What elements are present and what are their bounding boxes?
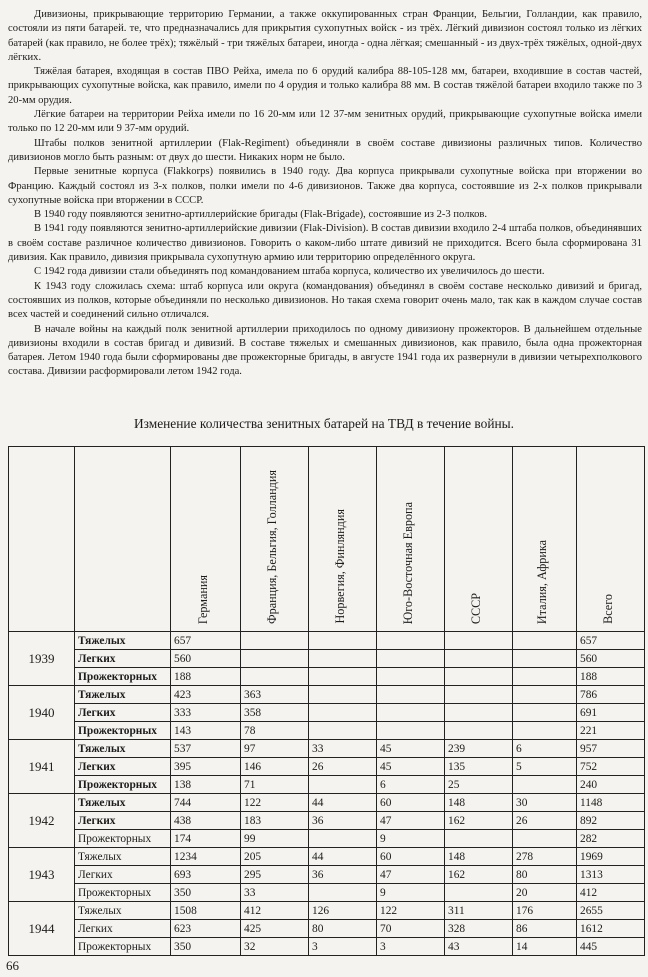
year-cell: 1942 xyxy=(9,794,75,848)
value-cell: 80 xyxy=(309,920,377,938)
value-cell: 26 xyxy=(513,812,577,830)
column-header xyxy=(513,447,577,632)
value-cell xyxy=(445,830,513,848)
value-cell: 32 xyxy=(241,938,309,956)
category-cell: Тяжелых xyxy=(75,848,171,866)
value-cell: 60 xyxy=(377,794,445,812)
value-cell: 26 xyxy=(309,758,377,776)
header-row xyxy=(9,447,645,632)
value-cell xyxy=(513,632,577,650)
category-cell: Тяжелых xyxy=(75,632,171,650)
value-cell: 143 xyxy=(171,722,241,740)
column-header-label: Италия, Африка xyxy=(535,539,549,624)
value-cell: 188 xyxy=(577,668,645,686)
table-row xyxy=(9,704,645,722)
value-cell: 122 xyxy=(377,902,445,920)
value-cell xyxy=(309,632,377,650)
column-header xyxy=(241,447,309,632)
value-cell: 350 xyxy=(171,938,241,956)
column-header xyxy=(377,447,445,632)
year-cell: 1939 xyxy=(9,632,75,686)
category-cell: Тяжелых xyxy=(75,740,171,758)
value-cell xyxy=(309,830,377,848)
value-cell xyxy=(377,686,445,704)
value-cell xyxy=(241,650,309,668)
category-cell: Прожекторных xyxy=(75,830,171,848)
value-cell xyxy=(513,830,577,848)
value-cell xyxy=(513,776,577,794)
value-cell: 239 xyxy=(445,740,513,758)
value-cell: 36 xyxy=(309,866,377,884)
value-cell: 278 xyxy=(513,848,577,866)
category-cell: Прожекторных xyxy=(75,938,171,956)
value-cell: 423 xyxy=(171,686,241,704)
value-cell: 6 xyxy=(513,740,577,758)
value-cell: 1148 xyxy=(577,794,645,812)
value-cell: 657 xyxy=(171,632,241,650)
value-cell: 358 xyxy=(241,704,309,722)
value-cell: 786 xyxy=(577,686,645,704)
value-cell: 892 xyxy=(577,812,645,830)
category-cell: Легких xyxy=(75,812,171,830)
value-cell: 240 xyxy=(577,776,645,794)
value-cell xyxy=(309,686,377,704)
value-cell: 425 xyxy=(241,920,309,938)
value-cell xyxy=(241,632,309,650)
value-cell: 126 xyxy=(309,902,377,920)
value-cell xyxy=(309,668,377,686)
value-cell: 1234 xyxy=(171,848,241,866)
value-cell: 70 xyxy=(377,920,445,938)
value-cell xyxy=(445,668,513,686)
value-cell: 9 xyxy=(377,830,445,848)
value-cell: 693 xyxy=(171,866,241,884)
value-cell: 657 xyxy=(577,632,645,650)
category-cell: Легких xyxy=(75,866,171,884)
value-cell: 122 xyxy=(241,794,309,812)
year-cell: 1941 xyxy=(9,740,75,794)
value-cell: 957 xyxy=(577,740,645,758)
value-cell: 20 xyxy=(513,884,577,902)
column-header xyxy=(577,447,645,632)
value-cell xyxy=(309,704,377,722)
paragraph: Первые зенитные корпуса (Flakkorps) появились в 1940 году. Два корпуса прикрывали сухопутные войска при вторжении во Францию. Каждый состоял из 3-х полков, полки имели по 4-6 дивизионов. Также два корпуса, состоявшие из 2-х полков прикрывали сухопутные войска при вторжении в СССР. xyxy=(8,166,642,206)
table-title: Изменение количества зенитных батарей на ТВД в течение войны. xyxy=(133,416,515,431)
value-cell: 60 xyxy=(377,848,445,866)
value-cell: 363 xyxy=(241,686,309,704)
value-cell: 33 xyxy=(309,740,377,758)
value-cell: 395 xyxy=(171,758,241,776)
table-row xyxy=(9,722,645,740)
value-cell: 36 xyxy=(309,812,377,830)
value-cell: 45 xyxy=(377,740,445,758)
value-cell: 162 xyxy=(445,866,513,884)
column-header xyxy=(309,447,377,632)
value-cell: 560 xyxy=(171,650,241,668)
value-cell: 162 xyxy=(445,812,513,830)
body-text xyxy=(8,8,642,380)
value-cell: 174 xyxy=(171,830,241,848)
paragraph: С 1942 года дивизии стали объединять под командованием штаба корпуса, количество их увеличилось до шести. xyxy=(34,266,545,278)
value-cell: 25 xyxy=(445,776,513,794)
table-row xyxy=(9,938,645,956)
paragraph: В 1941 году появляются зенитно-артиллерийские дивизии (Flak-Division). В состав дивизии входило 2-4 штаба полков, объединявших в своём составе различное количество дивизионов. Говорить о каком-либо штате дивизий не приходится. Всего была сформирована 31 дивизия. Как правило, дивизия прикрывала сухопутную армию или территорию определённого округа. xyxy=(8,223,642,264)
value-cell: 86 xyxy=(513,920,577,938)
value-cell xyxy=(445,722,513,740)
value-cell: 752 xyxy=(577,758,645,776)
value-cell xyxy=(377,704,445,722)
value-cell xyxy=(513,650,577,668)
value-cell: 146 xyxy=(241,758,309,776)
paragraph: Тяжёлая батарея, входящая в состав ПВО Рейха, имела по 6 орудий калибра 88-105-128 мм, батареи, входившие в состав частей, прикрывающих сухопутные войска, как правило, имели по 4 орудия и только калибра 88 мм. В состав тяжёлой батареи входило также по 3 20-мм орудия. xyxy=(8,66,642,106)
table-row xyxy=(9,650,645,668)
value-cell xyxy=(445,686,513,704)
year-cell: 1940 xyxy=(9,686,75,740)
value-cell: 14 xyxy=(513,938,577,956)
value-cell: 333 xyxy=(171,704,241,722)
table-row xyxy=(9,884,645,902)
table-row xyxy=(9,794,645,812)
value-cell: 1508 xyxy=(171,902,241,920)
value-cell: 205 xyxy=(241,848,309,866)
table-row xyxy=(9,830,645,848)
value-cell: 183 xyxy=(241,812,309,830)
value-cell xyxy=(309,722,377,740)
value-cell: 30 xyxy=(513,794,577,812)
value-cell: 350 xyxy=(171,884,241,902)
paragraph: Дивизионы, прикрывающие территорию Германии, а также оккупированных стран Франции, Бельгии, Голландии, как правило, состояли из пяти батарей. те, что предназначались для прикрытия сухопутных войск - из трёх. Лёгкий дивизион состоял только из лёгких батарей (как правило, не более трёх); тяжёлый - три тяжёлых батареи, иногда - одна лёгкая; смешанный - из двух-трёх тяжёлых, одной-двух лёгких. xyxy=(8,9,642,63)
value-cell: 78 xyxy=(241,722,309,740)
table-row xyxy=(9,686,645,704)
value-cell: 328 xyxy=(445,920,513,938)
value-cell: 97 xyxy=(241,740,309,758)
category-cell: Тяжелых xyxy=(75,902,171,920)
value-cell xyxy=(445,884,513,902)
value-cell: 295 xyxy=(241,866,309,884)
paragraph: В 1940 году появляются зенитно-артиллерийские бригады (Flak-Brigade), состоявшие из 2-3 полков. xyxy=(34,209,488,221)
value-cell: 744 xyxy=(171,794,241,812)
value-cell: 221 xyxy=(577,722,645,740)
value-cell: 691 xyxy=(577,704,645,722)
value-cell: 5 xyxy=(513,758,577,776)
value-cell: 188 xyxy=(171,668,241,686)
value-cell xyxy=(445,704,513,722)
value-cell: 311 xyxy=(445,902,513,920)
column-header xyxy=(171,447,241,632)
paragraph: Штабы полков зенитной артиллерии (Flak-Regiment) объединяли в своём составе дивизионы различных типов. Количество дивизионов могло быть разным: от двух до шести. Никаких норм не было. xyxy=(8,137,642,163)
value-cell: 282 xyxy=(577,830,645,848)
value-cell xyxy=(377,632,445,650)
value-cell: 560 xyxy=(577,650,645,668)
table-row xyxy=(9,920,645,938)
category-cell: Легких xyxy=(75,704,171,722)
table-row xyxy=(9,632,645,650)
column-header xyxy=(445,447,513,632)
header-empty-year xyxy=(9,447,75,632)
category-cell: Тяжелых xyxy=(75,686,171,704)
value-cell xyxy=(309,650,377,668)
category-cell: Прожекторных xyxy=(75,722,171,740)
category-cell: Прожекторных xyxy=(75,884,171,902)
paragraph: К 1943 году сложилась схема: штаб корпуса или округа (командования) объединял в своём составе несколько дивизий и бригад, состоявших из полков, которые объединяли по несколько дивизионов. Но такая схема говорит очень мало, так как в каждом случае состав всех частей и соединений сильно отличался. xyxy=(8,280,642,321)
table-row xyxy=(9,740,645,758)
value-cell xyxy=(513,668,577,686)
value-cell: 3 xyxy=(309,938,377,956)
category-cell: Легких xyxy=(75,650,171,668)
value-cell xyxy=(445,632,513,650)
table-row xyxy=(9,902,645,920)
value-cell: 1612 xyxy=(577,920,645,938)
table-row xyxy=(9,668,645,686)
value-cell: 1313 xyxy=(577,866,645,884)
value-cell: 412 xyxy=(577,884,645,902)
batteries-table xyxy=(8,446,645,956)
value-cell: 33 xyxy=(241,884,309,902)
value-cell: 80 xyxy=(513,866,577,884)
header-empty-category xyxy=(75,447,171,632)
value-cell: 9 xyxy=(377,884,445,902)
value-cell: 438 xyxy=(171,812,241,830)
value-cell: 45 xyxy=(377,758,445,776)
column-header-label: Всего xyxy=(601,594,615,624)
year-cell: 1943 xyxy=(9,848,75,902)
column-header-label: СССР xyxy=(469,592,483,624)
value-cell xyxy=(309,776,377,794)
value-cell xyxy=(241,668,309,686)
page-number: 66 xyxy=(6,958,19,973)
value-cell: 47 xyxy=(377,866,445,884)
table-row xyxy=(9,866,645,884)
year-cell: 1944 xyxy=(9,902,75,956)
table-row xyxy=(9,758,645,776)
value-cell: 71 xyxy=(241,776,309,794)
value-cell: 135 xyxy=(445,758,513,776)
table-body xyxy=(9,632,645,956)
paragraph: Лёгкие батареи на территории Рейха имели по 16 20-мм или 12 37-мм зенитных орудий, прикрывающие сухопутные войска имели только по 12 20-мм или 9 37-мм орудий. xyxy=(8,109,642,135)
value-cell xyxy=(445,650,513,668)
table-row xyxy=(9,776,645,794)
category-cell: Легких xyxy=(75,920,171,938)
column-header-label: Юго-Восточная Европа xyxy=(401,501,415,624)
value-cell: 176 xyxy=(513,902,577,920)
column-header-label: Норвегия, Финляндия xyxy=(333,509,347,624)
value-cell: 43 xyxy=(445,938,513,956)
table-row xyxy=(9,848,645,866)
category-cell: Легких xyxy=(75,758,171,776)
value-cell: 44 xyxy=(309,794,377,812)
value-cell xyxy=(377,722,445,740)
column-header-label: Франция, Бельгия, Голландия xyxy=(265,470,279,624)
value-cell: 47 xyxy=(377,812,445,830)
category-cell: Прожекторных xyxy=(75,668,171,686)
value-cell: 412 xyxy=(241,902,309,920)
table-row xyxy=(9,812,645,830)
value-cell: 1969 xyxy=(577,848,645,866)
value-cell xyxy=(309,884,377,902)
value-cell: 445 xyxy=(577,938,645,956)
value-cell: 148 xyxy=(445,848,513,866)
value-cell xyxy=(513,704,577,722)
value-cell: 2655 xyxy=(577,902,645,920)
category-cell: Прожекторных xyxy=(75,776,171,794)
value-cell: 623 xyxy=(171,920,241,938)
value-cell: 3 xyxy=(377,938,445,956)
value-cell xyxy=(513,686,577,704)
value-cell: 138 xyxy=(171,776,241,794)
value-cell: 6 xyxy=(377,776,445,794)
value-cell: 44 xyxy=(309,848,377,866)
value-cell xyxy=(377,650,445,668)
category-cell: Тяжелых xyxy=(75,794,171,812)
value-cell: 99 xyxy=(241,830,309,848)
value-cell: 148 xyxy=(445,794,513,812)
column-header-label: Германия xyxy=(196,574,210,624)
value-cell xyxy=(513,722,577,740)
value-cell: 537 xyxy=(171,740,241,758)
value-cell xyxy=(377,668,445,686)
paragraph: В начале войны на каждый полк зенитной артиллерии приходилось по одному дивизиону прожекторов. В дальнейшем отдельные дивизионы входили в состав бригад и дивизий. В составе тяжелых и смешанных дивизионов, как правило, была одна прожекторная батарея. Летом 1940 года были сформированы две прожекторные бригады, в августе 1941 года их развернули в дивизии четырехполкового состава. Дивизии расформировали летом 1942 года. xyxy=(8,323,642,378)
